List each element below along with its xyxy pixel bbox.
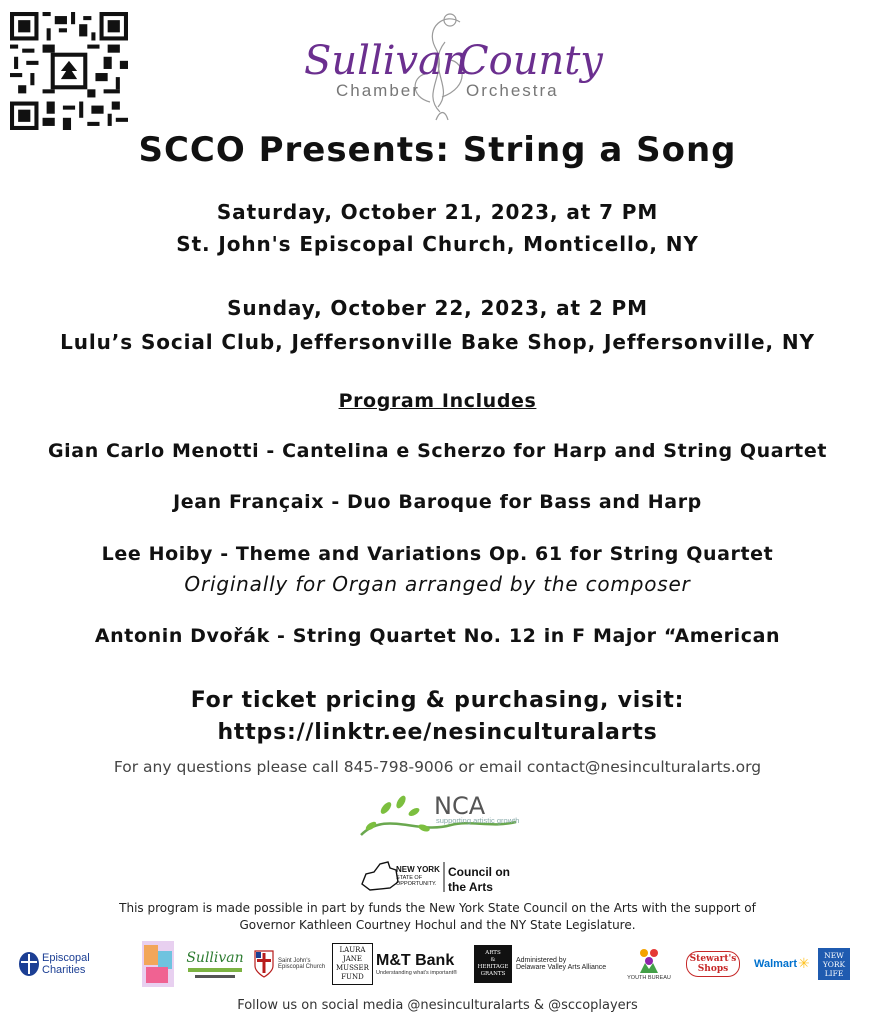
event-1-date: Saturday, October 21, 2023, at 7 PM (216, 200, 659, 224)
heritage-grants-logo: ARTS & HERITAGE GRANTS (474, 940, 514, 988)
contact-info: For any questions please call 845-798-9006 or email contact@nesinculturalarts.org (113, 758, 762, 776)
saint-johns-logo: Saint John's Episcopal Church (254, 940, 326, 988)
church-shield-icon (254, 950, 274, 978)
ticket-info: For ticket pricing & purchasing, visit: (190, 688, 685, 713)
svg-text:Chamber: Chamber (336, 81, 420, 100)
program-item-hoiby-note: Originally for Organ arranged by the composer (184, 572, 691, 596)
svg-text:NEW YORK: NEW YORK (396, 865, 440, 874)
program-item-menotti: Gian Carlo Menotti - Cantelina e Scherzo for Harp and String Quartet (47, 440, 828, 462)
sponsor-logos (18, 940, 858, 988)
svg-text:NCA: NCA (434, 792, 486, 820)
svg-text:Orchestra: Orchestra (466, 81, 559, 100)
sullivan-catskills-logo: Sullivan (186, 940, 244, 988)
nca-logo (356, 790, 526, 845)
qr-code-icon[interactable] (10, 10, 128, 132)
program-heading: Program Includes (338, 390, 537, 412)
youth-bureau-logo: YOUTH BUREAU (622, 940, 676, 988)
event-2-venue: Lulu’s Social Club, Jeffersonville Bake Shop, Jeffersonville, NY (60, 330, 815, 354)
svg-text:OPPORTUNITY.: OPPORTUNITY. (396, 881, 437, 887)
walmart-logo: Walmart ✳ (754, 956, 810, 972)
orchestra-logo (300, 2, 603, 127)
page-title: SCCO Presents: String a Song (138, 130, 737, 170)
funding-line-2: Governor Kathleen Courtney Hochul and the NY State Legislature. (239, 918, 636, 932)
nysca-logo (360, 858, 520, 896)
musser-fund-logo: LAURA JANE MUSSER FUND (332, 940, 372, 988)
program-item-hoiby: Lee Hoiby - Theme and Variations Op. 61 for String Quartet (101, 543, 774, 565)
svg-text:County: County (458, 38, 603, 84)
spark-icon: ✳ (798, 956, 810, 972)
event-1-venue: St. John's Episcopal Church, Monticello, NY (176, 232, 699, 256)
program-item-francaix: Jean Françaix - Duo Baroque for Bass and Harp (173, 491, 702, 513)
event-2-date: Sunday, October 22, 2023, at 2 PM (227, 296, 648, 320)
svg-text:Council on: Council on (448, 865, 510, 879)
ny-life-logo: NEW YORK LIFE (818, 940, 852, 988)
episcopal-shield-icon (18, 951, 40, 977)
social-media-footer: Follow us on social media @nesinculturalarts & @sccoplayers (237, 998, 638, 1013)
mt-bank-logo: M&T Bank Understanding what's important® (376, 952, 458, 976)
stewarts-shops-logo: Stewart's Shops (686, 940, 742, 988)
funding-line-1: This program is made possible in part by funds the New York State Council on the Arts with the support of (119, 901, 756, 915)
svg-text:the Arts: the Arts (448, 880, 493, 894)
ticket-url-link[interactable]: https://linktr.ee/nesinculturalarts (217, 720, 658, 745)
dvaa-text: Administered by Delaware Valley Arts Alliance (516, 957, 607, 971)
arts-book-logo (142, 940, 174, 988)
program-item-dvorak: Antonin Dvořák - String Quartet No. 12 in F Major “American (94, 625, 781, 647)
episcopal-charities-logo: Episcopal Charities (18, 940, 136, 988)
svg-text:supporting artistic growth: supporting artistic growth (436, 816, 520, 825)
youth-figures-icon (636, 947, 662, 975)
svg-text:STATE OF: STATE OF (396, 875, 423, 881)
svg-text:Sullivan: Sullivan (304, 38, 468, 84)
